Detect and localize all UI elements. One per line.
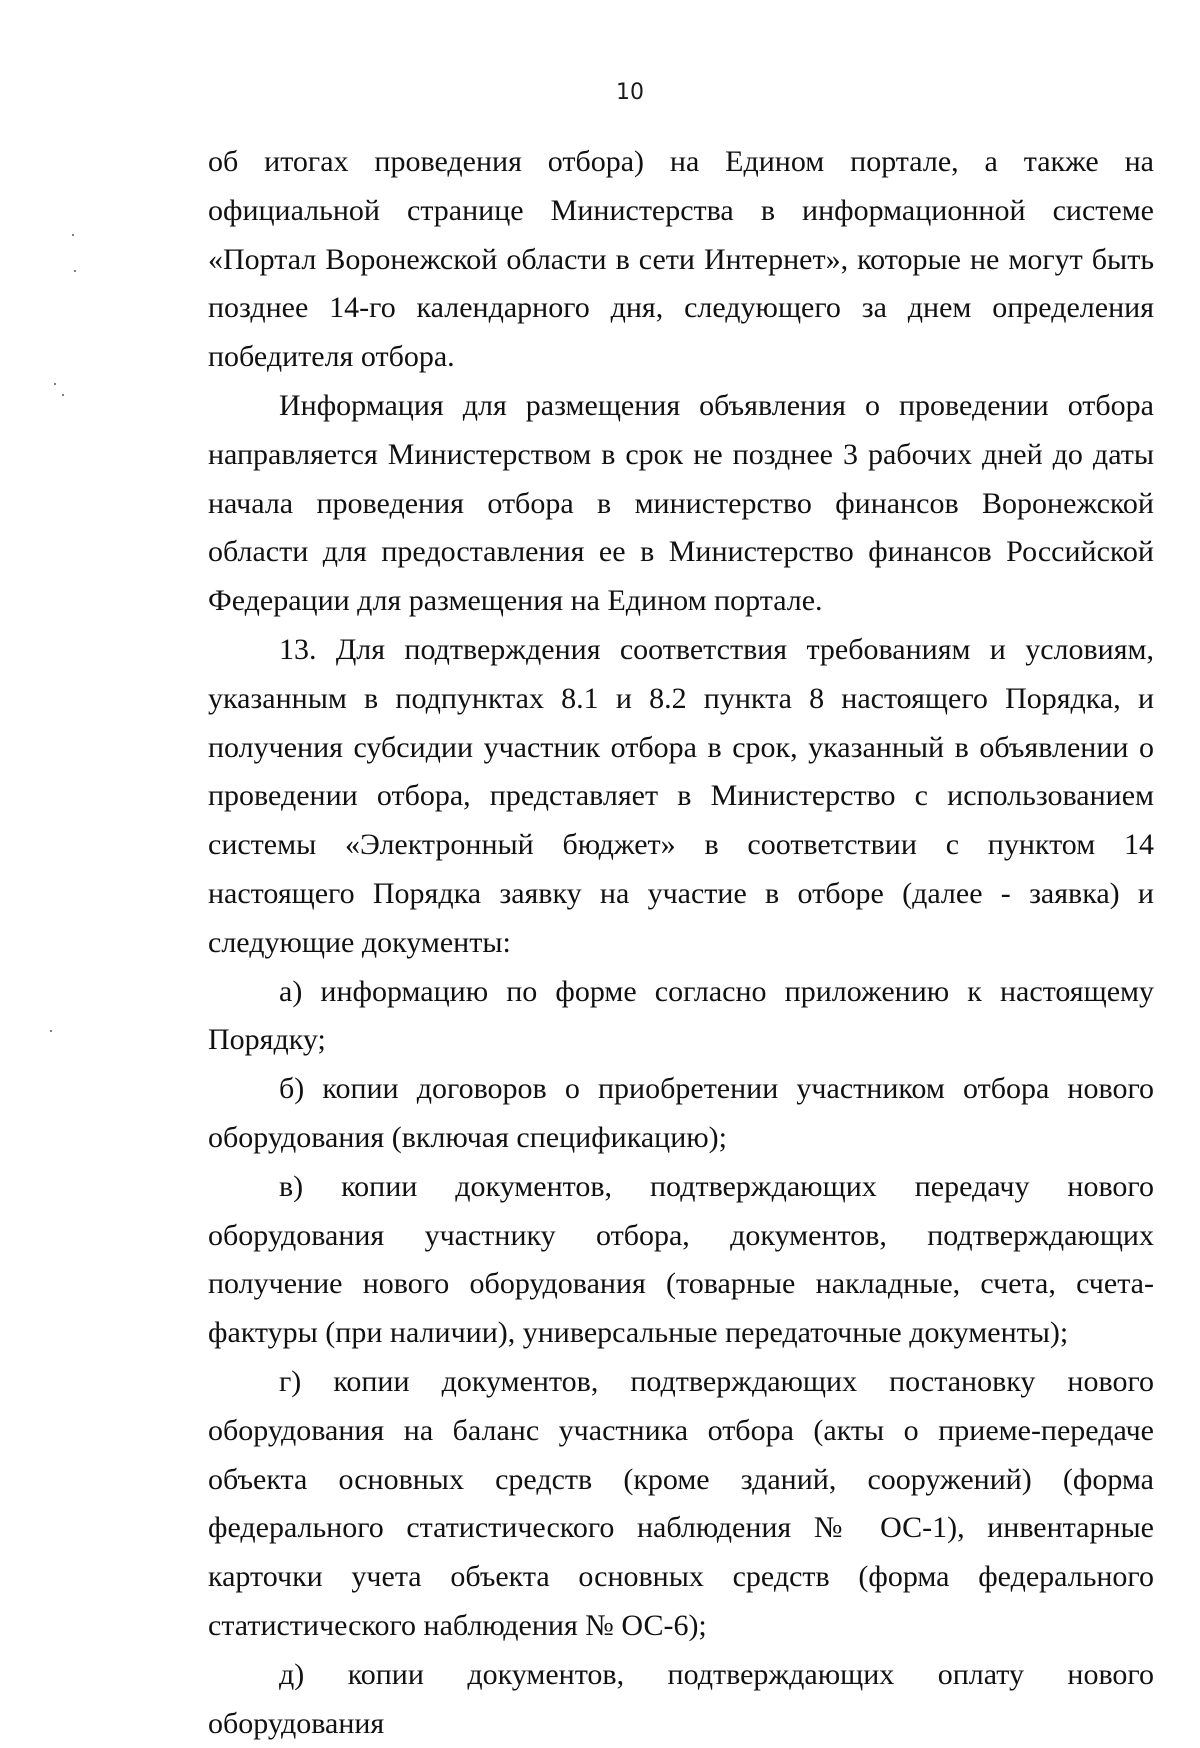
- list-item-b: б) копии договоров о приобретении участником отбора нового оборудования (включая спецификацию);: [208, 1072, 1154, 1154]
- page-number: 10: [616, 80, 644, 105]
- paragraph-item-13: 13. Для подтверждения соответствия требованиям и условиям, указанным в подпунктах 8.1 и 8.2 пункта 8 настоящего Порядка, и получения субсидии участник отбора в срок, указанный в объявлении о проведении отбора, представляет в Министерство с использованием системы «Электронный бюджет» в соответствии с пунктом 14 настоящего Порядка заявку на участие в отборе (далее - заявка) и следующие документы:: [208, 632, 1154, 959]
- list-item-g: г) копии документов, подтверждающих постановку нового оборудования на баланс участника отбора (акты о приеме-передаче объекта основных средств (кроме зданий, сооружений) (форма федерального статистического наблюдения № ОС-1), инвентарные карточки учета объекта основных средств (форма федерального статистического наблюдения № ОС-6);: [208, 1364, 1154, 1642]
- body-text: [208, 138, 1154, 1748]
- paragraph-information: Информация для размещения объявления о проведении отбора направляется Министерством в срок не позднее 3 рабочих дней до даты начала проведения отбора в министерство финансов Воронежской области для предоставления ее в Министерство финансов Российской Федерации для размещения на Едином портале.: [208, 388, 1154, 618]
- list-item-d: д) копии документов, подтверждающих оплату нового оборудования: [208, 1657, 1154, 1740]
- list-item-a: а) информацию по форме согласно приложению к настоящему Порядку;: [208, 974, 1154, 1057]
- list-item-v: в) копии документов, подтверждающих передачу нового оборудования участнику отбора, документов, подтверждающих получение нового оборудования (товарные накладные, счета, счета-фактуры (при наличии), универсальные передаточные документы);: [208, 1169, 1154, 1350]
- paragraph-continuation: об итогах проведения отбора) на Едином портале, а также на официальной странице Министерства в информационной системе «Портал Воронежской области в сети Интернет», которые не могут быть позднее 14-го календарного дня, следующего за днем определения победителя отбора.: [208, 145, 1154, 374]
